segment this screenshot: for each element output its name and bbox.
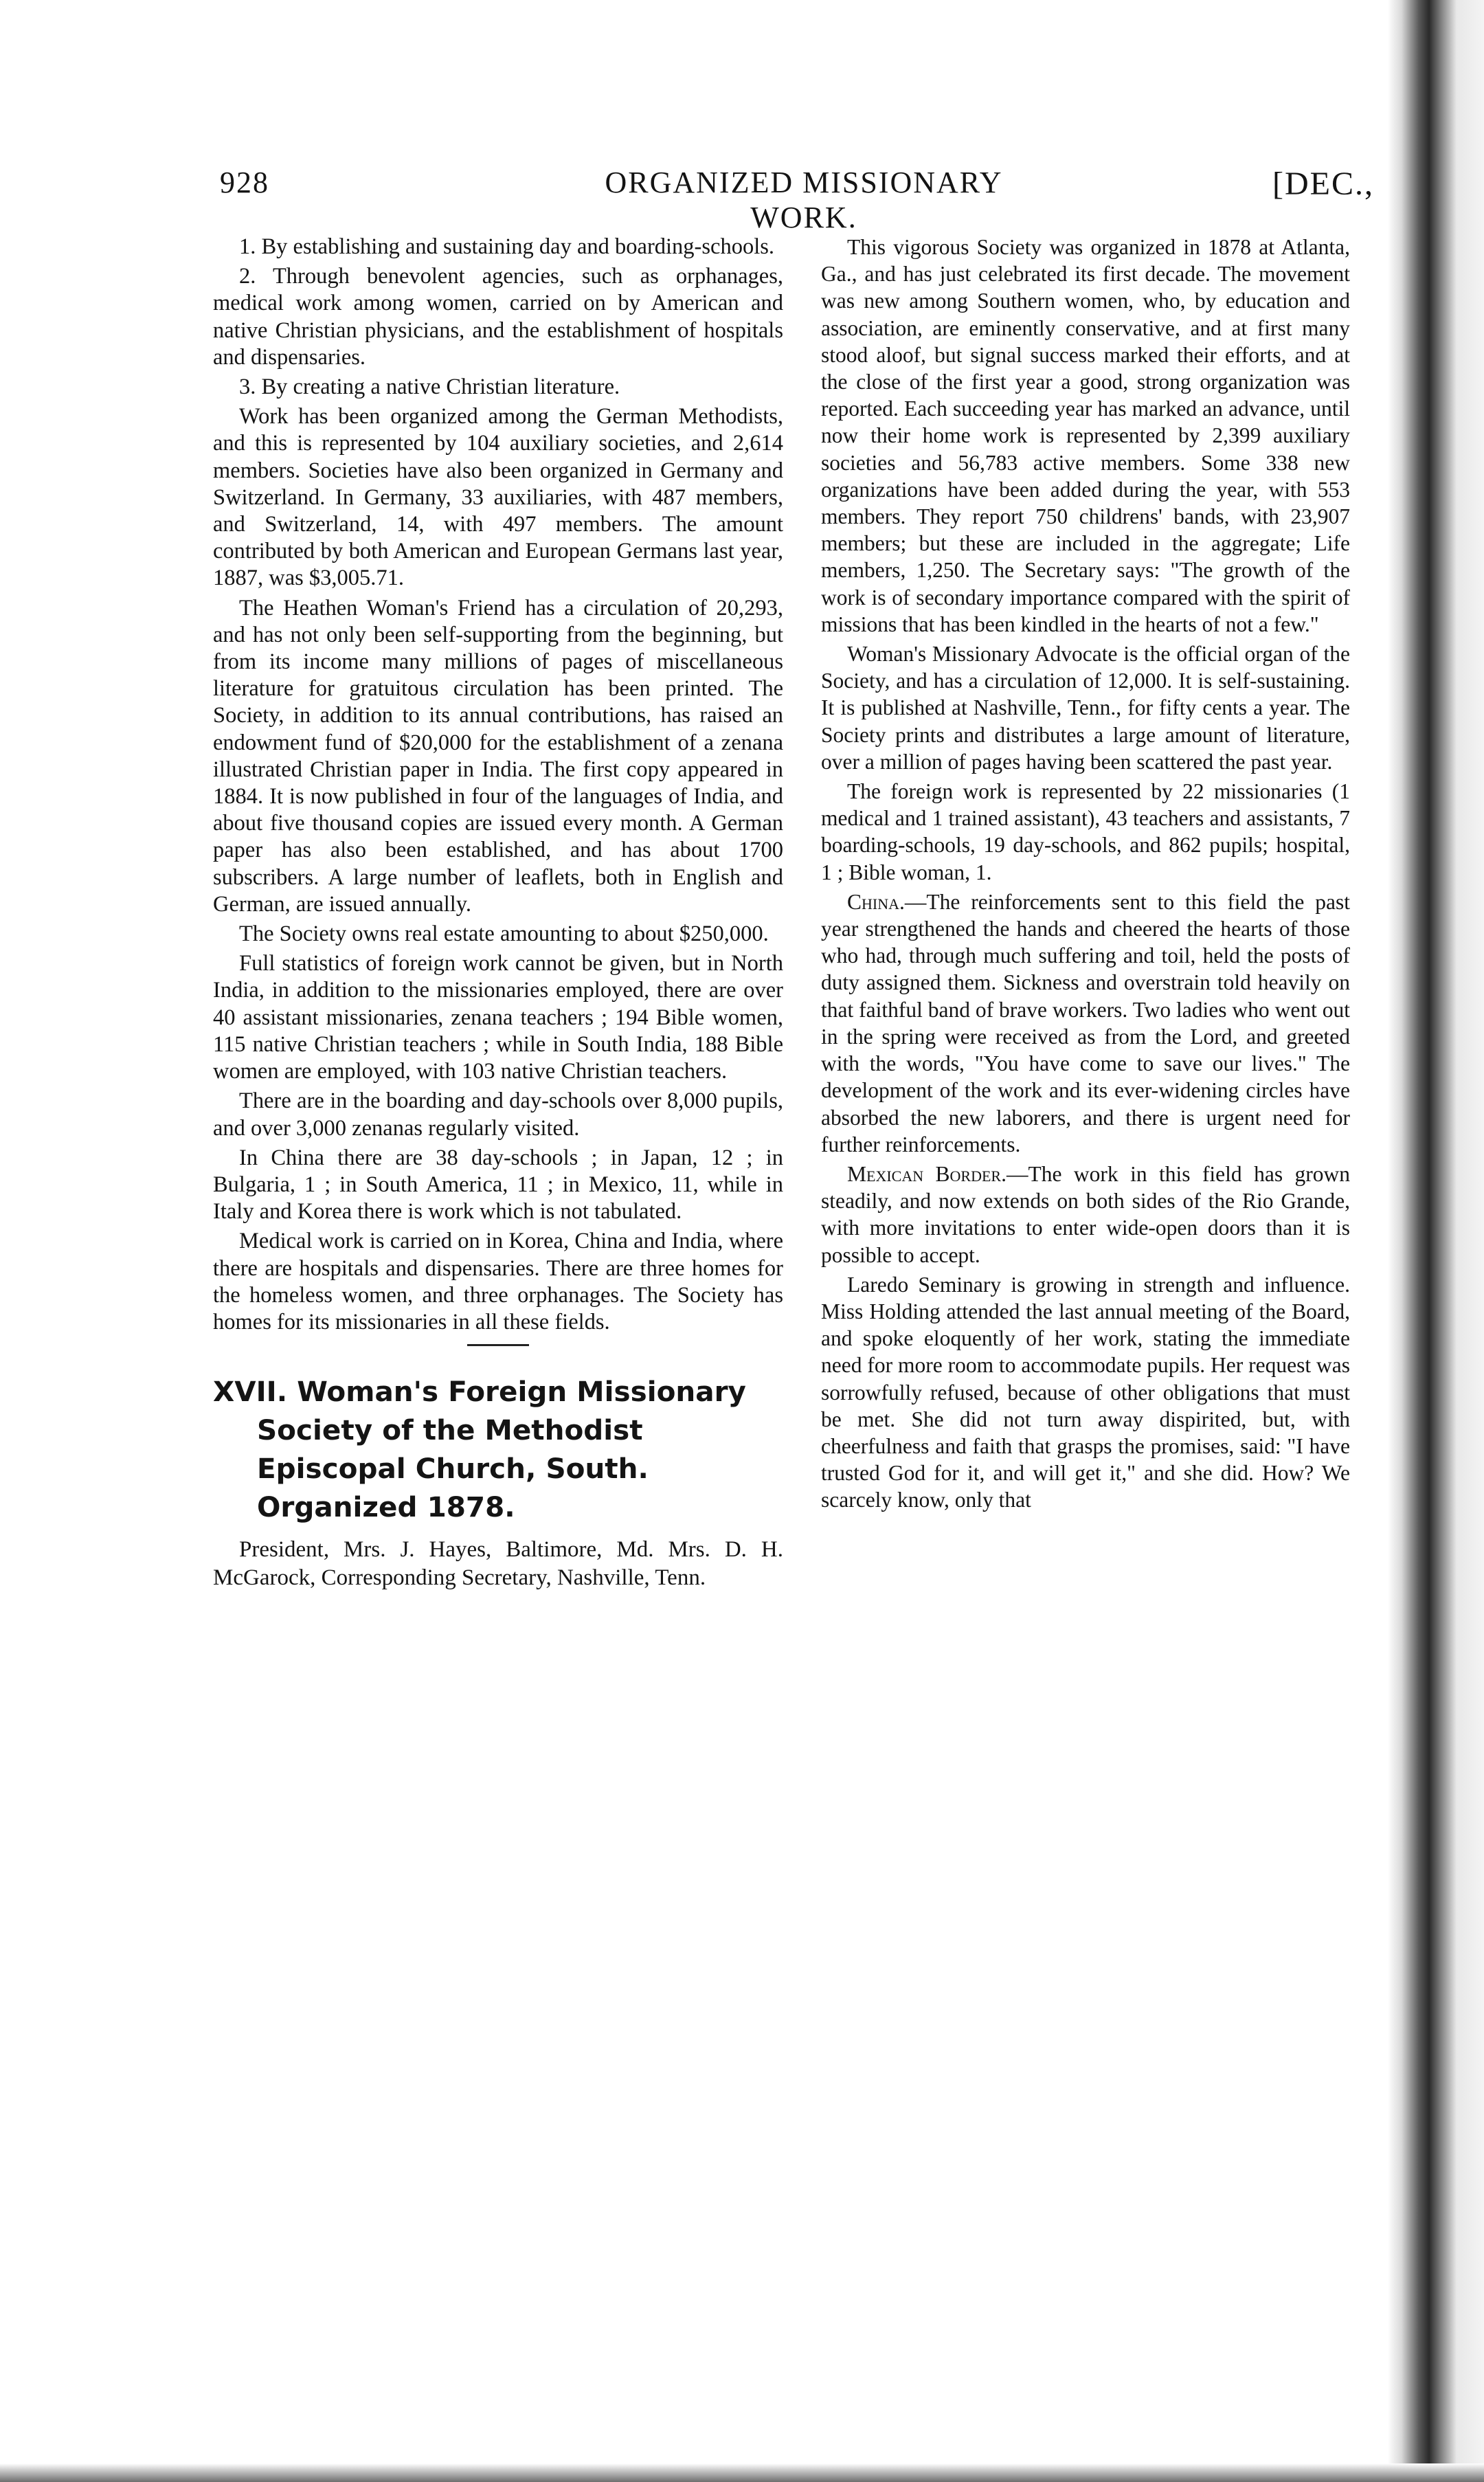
bottom-edge-shadow [0,2463,1484,2482]
paragraph: The Society owns real estate amounting to about $250,000. [239,921,769,947]
paragraph: Medical work is carried on in Korea, China and India, where there are hospitals and dispensaries. There are three homes for the homeless women, and three orphanages. The Society has homes for its missionaries in all these fields. [213,1229,783,1334]
paragraph: The Heathen Woman's Friend has a circulation of 20,293, and has not only been self-supporting from the beginning, but from its income many millions of pages of miscellaneous literature for gratuitous circulation has been printed. The Society, in addition to its annual contributions, has raised an endowment fund of $20,000 for the establishment of a zenana illustrated Christian paper in India. The first copy appeared in 1884. It is now published in four of the languages of India, and about five thousand copies are issued every month. A German paper has also been established, and has about 1700 subscribers. A large number of leaflets, both in English and German, are issued annually. [213,595,783,917]
paragraph: Woman's Missionary Advocate is the official organ of the Society, and has a circulation of 12,000. It is self-sustaining. It is published at Nashville, Tenn., for fifty cents a year. The Society prints and distributes a large amount of literature, over a million of pages having been scattered the past year. [821,642,1350,774]
paragraph: Full statistics of foreign work cannot be given, but in North India, in addition to the missionaries employed, there are over 40 assistant missionaries, zenana teachers ; 194 Bible women, 115 native Christian teachers ; while in South India, 188 Bible women are employed, with 103 native Christian teachers. [213,951,783,1084]
binding-gutter-shadow [1388,0,1484,2482]
officers-block [213,1536,783,1592]
left-column [213,234,783,1595]
paragraph: 2. Through benevolent agencies, such as orphanages, medical work among women, carried on by American and native Christian physicians, and the establishment of hospitals and dispensaries. [213,264,783,370]
paragraph: In China there are 38 day-schools ; in Japan, 12 ; in Bulgaria, 1 ; in South America, 11 ; in Mexico, 11, while in Italy and Korea there is work which is not tabulated. [213,1145,783,1225]
mexican-border-label: Mexican Border. [847,1161,1007,1186]
paragraph: There are in the boarding and day-schools over 8,000 pupils, and over 3,000 zenanas regularly visited. [213,1088,783,1141]
officers-text: President, Mrs. J. Hayes, Baltimore, Md. Mrs. D. H. McGarock, Corresponding Secretary, Nashville, Tenn. [213,1537,783,1591]
running-title: ORGANIZED MISSIONARY WORK. [605,166,1003,234]
paragraph: Laredo Seminary is growing in strength and influence. Miss Holding attended the last annual meeting of the Board, and spoke eloquently of her work, stating the immediate need for more room to accommodate pupils. Her request was sorrowfully refused, because of other obligations that must be met. She did not turn away dispirited, but, with cheerfulness and faith that grasps the promises, said: "I have trusted God for it, and will get it," and she did. How? We scarcely know, only that [821,1272,1350,1512]
running-head [220,165,1374,234]
section-heading: XVII. Woman's Foreign Missionary Society of the Methodist Episcopal Church, South. Organized 1878. [213,1375,746,1524]
china-text: —The reinforcements sent to this field the past year strengthened the hands and cheered the hearts of those who had, through much suffering and toil, held the posts of duty assigned them. Sickness and overstrain told heavily on that faithful band of brave workers. Two ladies who went out in the spring were received as from the Lord, and greeted with the words, "You have come to save our lives." The development of the work and its ever-widening circles have absorbed the new laborers, and there is urgent need for further reinforcements. [821,889,1350,1156]
page-number: 928 [220,166,269,199]
mexican-border-text: —The work in this field has grown steadily, and now extends on both sides of the Rio Grande, with more invitations to enter wide-open doors than it is possible to accept. [821,1161,1350,1267]
paragraph: The foreign work is represented by 22 missionaries (1 medical and 1 trained assistant), 43 teachers and assistants, 7 boarding-schools, 19 day-schools, and 862 pupils; hospital, 1 ; Bible woman, 1. [821,779,1350,884]
paragraph: 1. By establishing and sustaining day and boarding-schools. [239,234,775,259]
china-label: China. [847,889,905,914]
running-month: [DEC., [1272,166,1374,202]
paragraph: Work has been organized among the German Methodists, and this is represented by 104 auxiliary societies, and 2,614 members. Societies have also been organized in Germany and Switzerland. In Germany, 33 auxiliaries, with 487 members, and Switzerland, 14, with 497 members. The amount contributed by both American and European Germans last year, 1887, was $3,005.71. [213,404,783,591]
right-column [821,234,1350,1517]
paragraph-china [821,888,1350,1158]
paragraph: 3. By creating a native Christian literature. [239,374,620,400]
paragraph-mexican-border [821,1161,1350,1268]
paragraph: This vigorous Society was organized in 1878 at Atlanta, Ga., and has just celebrated its first decade. The movement was new among Southern women, who, by education and association, are eminently conservative, and at first many stood aloof, but signal success marked their efforts, and at the close of the first year a good, strong organization was reported. Each succeeding year has marked an advance, until now their home work is represented by 2,399 auxiliary societies and 56,783 active members. Some 338 new organizations have been added during the year, with 553 members. They report 750 childrens' bands, with 23,907 members; but these are included in the aggregate; Life members, 1,250. The Secretary says: "The growth of the work is of secondary importance compared with the spirit of missions that has been kindled in the hearts of not a few." [821,235,1350,636]
section-divider [467,1344,529,1346]
